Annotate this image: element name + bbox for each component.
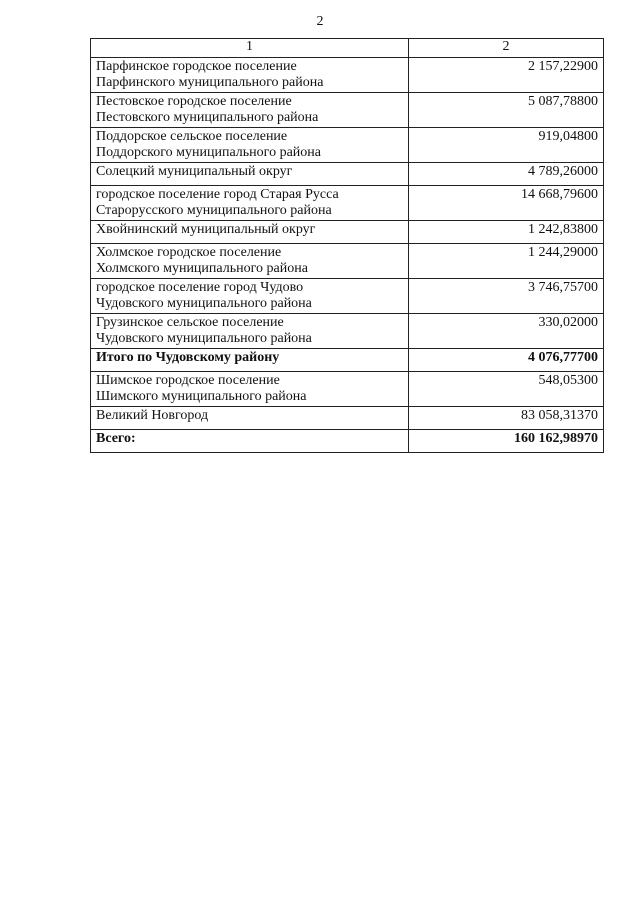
- row-name-cell: [91, 314, 409, 349]
- table-row: [91, 430, 604, 453]
- row-value-cell: 1 244,29000: [409, 244, 604, 279]
- row-name-cell: [91, 93, 409, 128]
- row-name-cell: [91, 244, 409, 279]
- row-value-cell: 2 157,22900: [409, 58, 604, 93]
- row-name-line: городское поселение город Старая Русса: [96, 187, 339, 202]
- table-row: [91, 93, 604, 128]
- column-header-1: 1: [91, 39, 409, 58]
- row-value-cell: 919,04800: [409, 128, 604, 163]
- row-value-cell: 330,02000: [409, 314, 604, 349]
- row-name-line: Итого по Чудовскому району: [96, 350, 280, 365]
- table-row: [91, 186, 604, 221]
- row-value-cell: 4 076,77700: [409, 349, 604, 372]
- row-value-cell: 5 087,78800: [409, 93, 604, 128]
- row-name-cell: [91, 58, 409, 93]
- row-name-line: Холмского муниципального района: [96, 261, 308, 276]
- table-row: [91, 407, 604, 430]
- row-name-line: Пестовского муниципального района: [96, 110, 319, 125]
- row-name-cell: [91, 372, 409, 407]
- row-value-cell: 14 668,79600: [409, 186, 604, 221]
- row-value-cell: 1 242,83800: [409, 221, 604, 244]
- row-value-cell: 3 746,75700: [409, 279, 604, 314]
- row-value-cell: 160 162,98970: [409, 430, 604, 453]
- table-row: [91, 128, 604, 163]
- budget-table: [90, 38, 604, 453]
- table-row: [91, 163, 604, 186]
- row-name-line: Шимского муниципального района: [96, 389, 307, 404]
- row-name-cell: [91, 163, 409, 186]
- table-body: [91, 58, 604, 453]
- table-row: [91, 349, 604, 372]
- page-number: 2: [316, 14, 324, 29]
- column-header-2: 2: [409, 39, 604, 58]
- row-name-line: Солецкий муниципальный округ: [96, 164, 293, 179]
- row-name-line: Парфинского муниципального района: [96, 75, 324, 90]
- row-name-line: Чудовского муниципального района: [96, 296, 312, 311]
- row-name-line: Чудовского муниципального района: [96, 331, 312, 346]
- row-name-line: Пестовское городское поселение: [96, 94, 292, 109]
- row-name-line: Всего:: [96, 431, 136, 446]
- row-name-cell: [91, 221, 409, 244]
- table-row: [91, 58, 604, 93]
- row-value-cell: 4 789,26000: [409, 163, 604, 186]
- row-value-cell: 548,05300: [409, 372, 604, 407]
- row-name-line: Хвойнинский муниципальный округ: [96, 222, 316, 237]
- row-name-line: Поддорское сельское поселение: [96, 129, 288, 144]
- row-name-line: городское поселение город Чудово: [96, 280, 304, 295]
- table-row: [91, 279, 604, 314]
- row-name-cell: [91, 407, 409, 430]
- row-value-cell: 83 058,31370: [409, 407, 604, 430]
- row-name-line: Холмское городское поселение: [96, 245, 282, 260]
- row-name-cell: [91, 186, 409, 221]
- table-header-row: [91, 39, 604, 58]
- row-name-line: Великий Новгород: [96, 408, 209, 423]
- table-row: [91, 314, 604, 349]
- row-name-cell: [91, 128, 409, 163]
- row-name-line: Парфинское городское поселение: [96, 59, 297, 74]
- table-row: [91, 372, 604, 407]
- row-name-line: Грузинское сельское поселение: [96, 315, 284, 330]
- row-name-line: Старорусского муниципального района: [96, 203, 332, 218]
- row-name-line: Шимское городское поселение: [96, 373, 280, 388]
- table-row: [91, 244, 604, 279]
- row-name-cell: [91, 349, 409, 372]
- row-name-cell: [91, 279, 409, 314]
- row-name-line: Поддорского муниципального района: [96, 145, 321, 160]
- table-row: [91, 221, 604, 244]
- row-name-cell: [91, 430, 409, 453]
